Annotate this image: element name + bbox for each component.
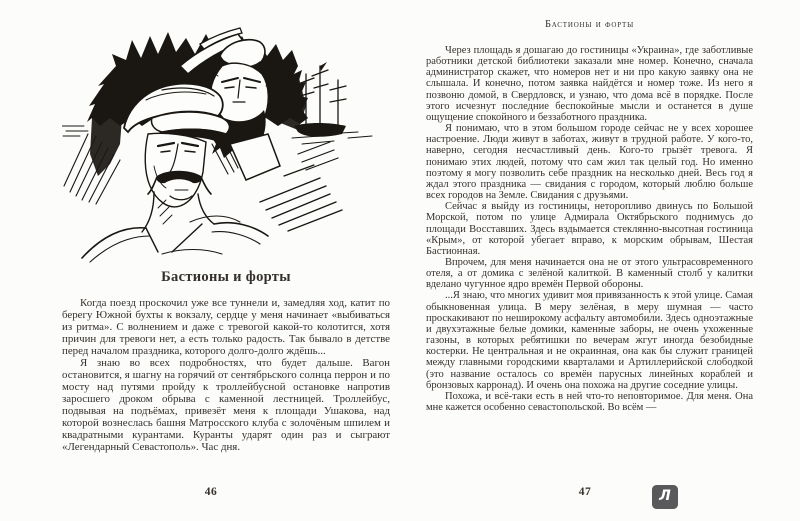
right-page-paragraph: Сейчас я выйду из гостиницы, неторопливо двинусь по Большой Морской, потом по улице Адмирала Октябрьского поднимусь до площади Восставших. Здесь вздымается стеклянно-высотная гостиница «Крым», от которой убегает вправо, к морским обрывам, Шестая Бастионная. [426,201,753,257]
two-sailors-drawing [62,26,390,264]
left-page-paragraph: Я знаю во всех подробностях, что будет дальше. Вагон остановится, я шагну на горячий от сентябрьского солнца перрон и по мосту над путями пройду к троллейбусной остановке напротив заросшего дроком обрыва с каменной лестницей. Троллейбус, подвывая на подъёмах, привезёт меня к площади Ушакова, над которой вознеслась башня Матросского клуба с золочёным шпилем и квадратными курантами. Куранты ударят один раз и сыграют «Легендарный Севастополь». Час дня. [62,357,390,453]
chapter-title: Бастионы и форты [161,269,291,285]
right-page-paragraph: Через площадь я дошагаю до гостиницы «Украина», где заботливые работники детской библиотеки заказали мне номер. Конечно, сначала администратор скажет, что номеров нет и ни про какую заявку она не слышала. И конечно, потом заявка найдётся и номер тоже. Из него я позвоню домой, в Свердловск, и узнаю, что дома всё в порядке. После этого исчезнут последние беспокойные мысли и останется в душе ощущение спокойного и беззаботного праздника. [426,45,753,123]
running-header: Бастионы и форты [544,19,635,30]
right-page-number: 47 [578,486,592,498]
right-page-text [426,45,753,413]
right-page-paragraph: ...Я знаю, что многих удивит моя привязанность к этой улице. Самая обыкновенная улица. В меру зелёная, в меру шумная — часто проскакивают по неширокому асфальту автомобили. Здесь одноэтажные и двухэтажные белые домики, каменные заборы, не очень ухоженные газоны, в которых ребятишки по вечерам жгут иногда безобидные костерки. Не центральная и не окраинная, она как бы служит границей между главными городскими кварталами и Артиллерийской слободкой (это название осталось со времён парусных линейных кораблей и бронзовых карронад). И очень она похожа на другие соседние улицы. [426,290,753,391]
chapter-illustration [62,26,390,264]
left-page-text [62,297,390,453]
labirint-watermark-logo [652,485,678,509]
right-page-paragraph: Похожа, и всё-таки есть в ней что-то неповторимое. Для меня. Она мне кажется особенно севастопольской. Во всём — [426,390,753,413]
right-page-paragraph: Я понимаю, что в этом большом городе сейчас не у всех хорошее настроение. Люди живут в заботах, живут в трудной работе. У кого-то, наверно, сегодня несчастливый день. Кого-то грызёт тревога. Я понимаю этих людей, потому что сам жил так целый год. Но именно поэтому я могу позволить себе праздник на несколько дней. Весь год я ждал этого праздника — свидания с городом, который люблю больше всех городов на Земле. Свидания с друзьями. [426,123,753,202]
right-page-paragraph: Впрочем, для меня начинается она не от этого ультрасовременного отеля, а от домика с зелёной калиткой. В каменный столб у калитки вделано чугунное ядро времён Первой обороны. [426,256,753,291]
watermark-letter: Л [659,488,671,504]
left-page-number: 46 [204,486,218,498]
left-page-paragraph: Когда поезд проскочил уже все туннели и, замедляя ход, катит по берегу Южной бухты к вокзалу, сердце у меня начинает «выбиваться из ритма». С волнением и даже с тревогой какой-то колотится, хотя причин для тревоги нет, а есть только радость. Так бывало в детстве перед началом праздника, которого долго-долго ждёшь... [62,297,390,357]
